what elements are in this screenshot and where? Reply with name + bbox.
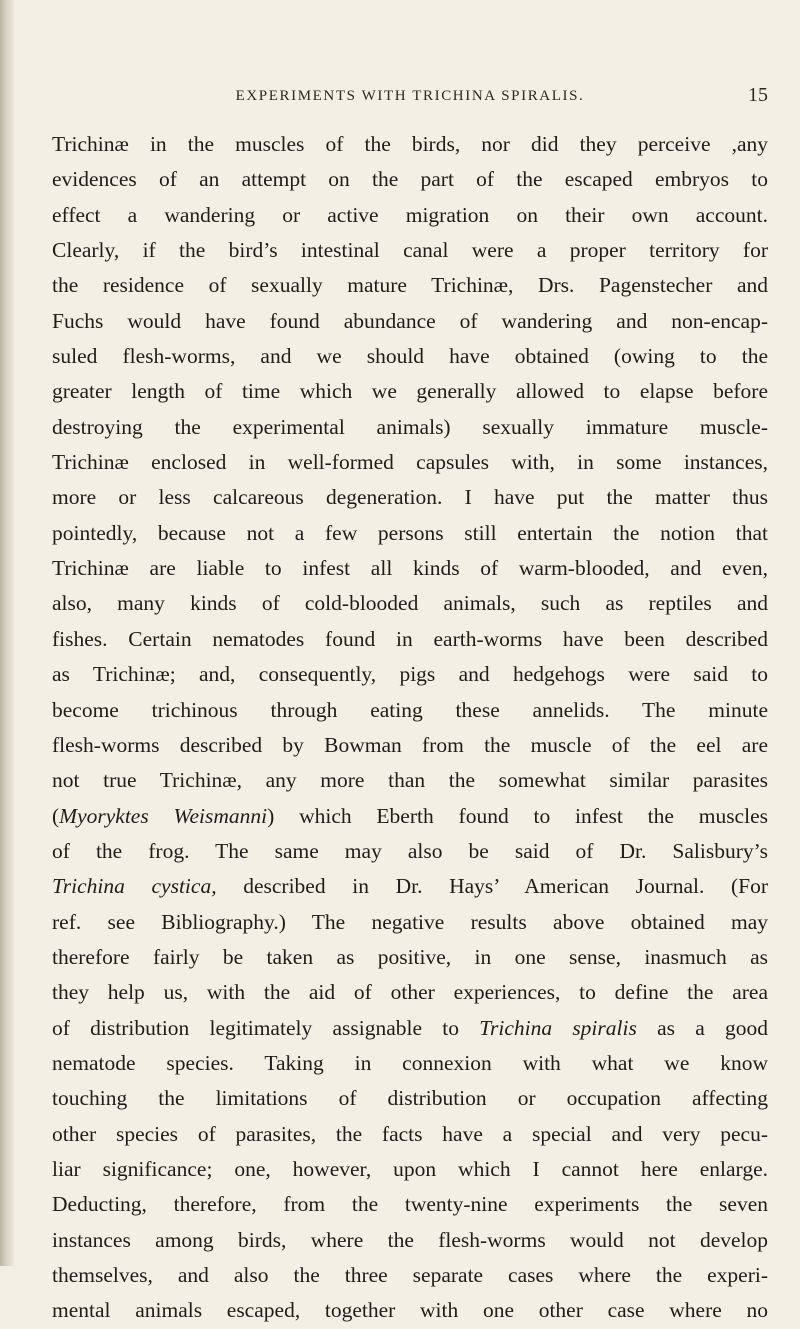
text-run: evidences of an attempt on the part of the escaped embryos to bbox=[52, 167, 768, 192]
text-run: Trichinæ enclosed in well-formed capsules with, in some instances, bbox=[52, 450, 768, 475]
text-line bbox=[52, 127, 768, 162]
text-line bbox=[52, 374, 768, 409]
text-line-content bbox=[52, 273, 768, 297]
text-run: pointedly, because not a few persons still entertain the notion that bbox=[52, 520, 768, 545]
text-line-content bbox=[52, 1228, 768, 1252]
text-run: become trichinous through eating these annelids. The minute bbox=[52, 697, 768, 722]
text-line bbox=[52, 551, 768, 586]
text-run: instances among birds, where the flesh-worms would not develop bbox=[52, 1227, 768, 1252]
text-line bbox=[52, 693, 768, 728]
text-line-content bbox=[52, 450, 768, 474]
text-run: suled flesh-worms, and we should have obtained (owing to the bbox=[52, 344, 768, 369]
text-run: of the frog. The same may also be said of Dr. Salisbury’s bbox=[52, 838, 768, 863]
text-run: fishes. Certain nematodes found in earth-worms have been described bbox=[52, 626, 768, 651]
text-run: more or less calcareous degeneration. I have put the matter thus bbox=[52, 485, 768, 510]
italic-term: Trichina cystica, bbox=[52, 874, 217, 899]
text-line bbox=[52, 799, 768, 834]
text-line bbox=[52, 445, 768, 480]
text-line bbox=[52, 198, 768, 233]
text-line-content bbox=[52, 1298, 768, 1322]
text-line-content bbox=[52, 1263, 768, 1287]
text-line-content bbox=[52, 521, 768, 545]
text-line bbox=[52, 516, 768, 551]
text-line bbox=[52, 268, 768, 303]
running-head bbox=[52, 84, 768, 112]
text-line bbox=[52, 657, 768, 692]
text-run: flesh-worms described by Bowman from the muscle of the eel are bbox=[52, 732, 768, 757]
text-line bbox=[52, 304, 768, 339]
text-line bbox=[52, 622, 768, 657]
text-line-content bbox=[52, 804, 768, 828]
text-run: also, many kinds of cold-blooded animals, such as reptiles and bbox=[52, 591, 768, 616]
text-run: Trichinæ are liable to infest all kinds of warm-blooded, and even, bbox=[52, 556, 768, 581]
text-line-content bbox=[52, 910, 768, 934]
text-line bbox=[52, 975, 768, 1010]
text-line-content bbox=[52, 309, 768, 333]
text-line-content bbox=[52, 238, 768, 262]
text-line bbox=[52, 1187, 768, 1222]
text-run: Clearly, if the bird’s intestinal canal were a proper territory for bbox=[52, 238, 768, 263]
text-line-content bbox=[52, 980, 768, 1004]
text-line bbox=[52, 1223, 768, 1258]
text-line bbox=[52, 940, 768, 975]
body-paragraph bbox=[52, 127, 768, 1329]
text-run: ) which Eberth found to infest the muscles bbox=[267, 803, 768, 828]
text-line bbox=[52, 339, 768, 374]
text-line-content bbox=[52, 698, 768, 722]
text-line-content bbox=[52, 1192, 768, 1216]
running-title: EXPERIMENTS WITH TRICHINA SPIRALIS. bbox=[235, 88, 585, 104]
text-run: effect a wandering or active migration on their own account. bbox=[52, 202, 768, 227]
text-line-content bbox=[52, 1051, 768, 1075]
text-run: the residence of sexually mature Trichinæ, Drs. Pagenstecher and bbox=[52, 273, 768, 298]
text-line-content bbox=[52, 132, 768, 156]
text-run: greater length of time which we generally allowed to elapse before bbox=[52, 379, 768, 404]
text-line bbox=[52, 905, 768, 940]
text-run: other species of parasites, the facts have a special and very pecu- bbox=[52, 1121, 768, 1146]
text-line-content bbox=[52, 733, 768, 757]
text-run: touching the limitations of distribution or occupation affecting bbox=[52, 1086, 768, 1111]
text-line bbox=[52, 763, 768, 798]
text-line bbox=[52, 410, 768, 445]
text-line bbox=[52, 233, 768, 268]
text-line-content bbox=[52, 1016, 768, 1040]
italic-term: Myoryktes Weismanni bbox=[59, 803, 268, 828]
text-run: ( bbox=[52, 803, 60, 828]
text-line bbox=[52, 586, 768, 621]
text-run: nematode species. Taking in connexion with what we know bbox=[52, 1050, 768, 1075]
text-line bbox=[52, 480, 768, 515]
text-line-content bbox=[52, 379, 768, 403]
text-line-content bbox=[52, 1122, 768, 1146]
text-run: they help us, with the aid of other experiences, to define the area bbox=[52, 980, 768, 1005]
text-run: therefore fairly be taken as positive, in one sense, inasmuch as bbox=[52, 944, 768, 969]
text-line-content bbox=[52, 556, 768, 580]
text-line-content bbox=[52, 768, 768, 792]
text-line-content bbox=[52, 839, 768, 863]
text-run: mental animals escaped, together with one other case where no bbox=[52, 1298, 768, 1323]
text-line bbox=[52, 834, 768, 869]
text-line-content bbox=[52, 167, 768, 191]
text-line-content bbox=[52, 874, 768, 898]
text-line-content bbox=[52, 945, 768, 969]
text-line-content bbox=[52, 415, 768, 439]
text-run: Fuchs would have found abundance of wandering and non-encap- bbox=[52, 308, 768, 333]
text-run: Trichinæ in the muscles of the birds, nor did they perceive ,any bbox=[52, 132, 768, 156]
text-line bbox=[52, 1011, 768, 1046]
text-line bbox=[52, 1081, 768, 1116]
text-run: as Trichinæ; and, consequently, pigs and hedgehogs were said to bbox=[52, 662, 768, 687]
text-line-content bbox=[52, 344, 768, 368]
text-line bbox=[52, 1152, 768, 1187]
text-line bbox=[52, 1293, 768, 1328]
text-line bbox=[52, 162, 768, 197]
page-number: 15 bbox=[748, 84, 768, 106]
text-run: themselves, and also the three separate cases where the experi- bbox=[52, 1263, 768, 1287]
text-line-content bbox=[52, 1157, 768, 1181]
text-line-content bbox=[52, 662, 768, 686]
text-line-content bbox=[52, 627, 768, 651]
text-line bbox=[52, 1258, 768, 1293]
text-run: ref. see Bibliography.) The negative results above obtained may bbox=[52, 909, 768, 934]
text-line-content bbox=[52, 203, 768, 227]
text-run: as a good bbox=[636, 1015, 768, 1040]
text-run: Deducting, therefore, from the twenty-nine experiments the seven bbox=[52, 1192, 768, 1217]
text-line bbox=[52, 1046, 768, 1081]
text-line-content bbox=[52, 1086, 768, 1110]
text-line bbox=[52, 728, 768, 763]
text-run: not true Trichinæ, any more than the somewhat similar parasites bbox=[52, 768, 768, 793]
text-run: of distribution legitimately assignable to bbox=[52, 1015, 480, 1040]
text-line bbox=[52, 869, 768, 904]
italic-term: Trichina spiralis bbox=[479, 1015, 637, 1040]
text-run: liar significance; one, however, upon which I cannot here enlarge. bbox=[52, 1156, 768, 1181]
text-line bbox=[52, 1117, 768, 1152]
text-line-content bbox=[52, 591, 768, 615]
text-line-content bbox=[52, 485, 768, 509]
text-run: described in Dr. Hays’ American Journal. (For bbox=[216, 874, 768, 899]
text-run: destroying the experimental animals) sexually immature muscle- bbox=[52, 414, 768, 439]
